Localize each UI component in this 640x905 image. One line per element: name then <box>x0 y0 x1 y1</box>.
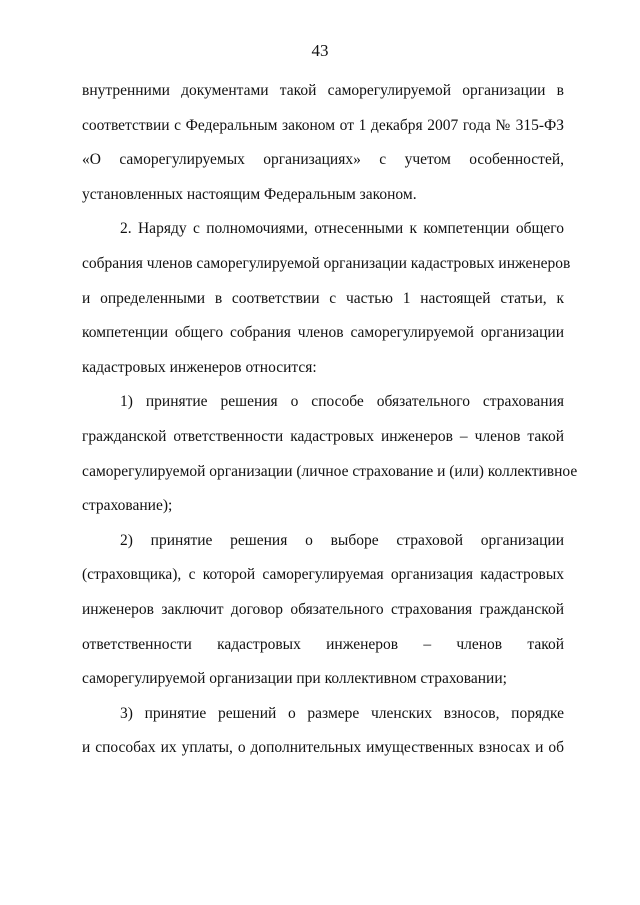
text-line: установленных настоящим Федеральным законом. <box>82 185 417 203</box>
paragraph-item-2 <box>82 212 571 385</box>
text-line: страхование); <box>82 497 173 515</box>
text-line: 1) принятие решения о способе обязательного страхования <box>120 393 564 411</box>
text-line: «О саморегулируемых организациях» с учетом особенностей, <box>82 151 564 169</box>
document-body <box>82 74 578 766</box>
page-number: 43 <box>311 41 329 60</box>
text-line: собрания членов саморегулируемой организации кадастровых инженеров <box>82 254 571 272</box>
text-line: 2. Наряду с полномочиями, отнесенными к компетенции общего <box>120 220 564 238</box>
text-line: гражданской ответственности кадастровых инженеров – членов такой <box>82 427 564 445</box>
text-line: компетенции общего собрания членов саморегулируемой организации <box>82 324 564 342</box>
text-line: (страховщика), с которой саморегулируемая организация кадастровых <box>82 566 564 584</box>
text-line: саморегулируемой организации (личное страхование и (или) коллективное <box>82 462 578 480</box>
text-line: саморегулируемой организации при коллективном страховании; <box>82 670 507 688</box>
paragraph-subitem-3 <box>82 697 564 766</box>
text-line: ответственности кадастровых инженеров – членов такой <box>82 635 564 653</box>
text-line: инженеров заключит договор обязательного страхования гражданской <box>82 600 564 618</box>
text-line: соответствии с Федеральным законом от 1 декабря 2007 года № 315-ФЗ <box>82 116 564 134</box>
text-line: кадастровых инженеров относится: <box>82 358 317 376</box>
text-line: 3) принятие решений о размере членских взносов, порядке <box>120 704 564 722</box>
text-line: внутренними документами такой саморегулируемой организации в <box>82 82 564 99</box>
paragraph-subitem-2 <box>82 524 564 697</box>
paragraph-subitem-1 <box>82 385 578 523</box>
text-line: и определенными в соответствии с частью 1 настоящей статьи, к <box>82 289 564 307</box>
paragraph-continuation <box>82 74 564 212</box>
text-line: и способах их уплаты, о дополнительных имущественных взносах и об <box>82 739 564 757</box>
text-line: 2) принятие решения о выборе страховой организации <box>120 531 564 549</box>
